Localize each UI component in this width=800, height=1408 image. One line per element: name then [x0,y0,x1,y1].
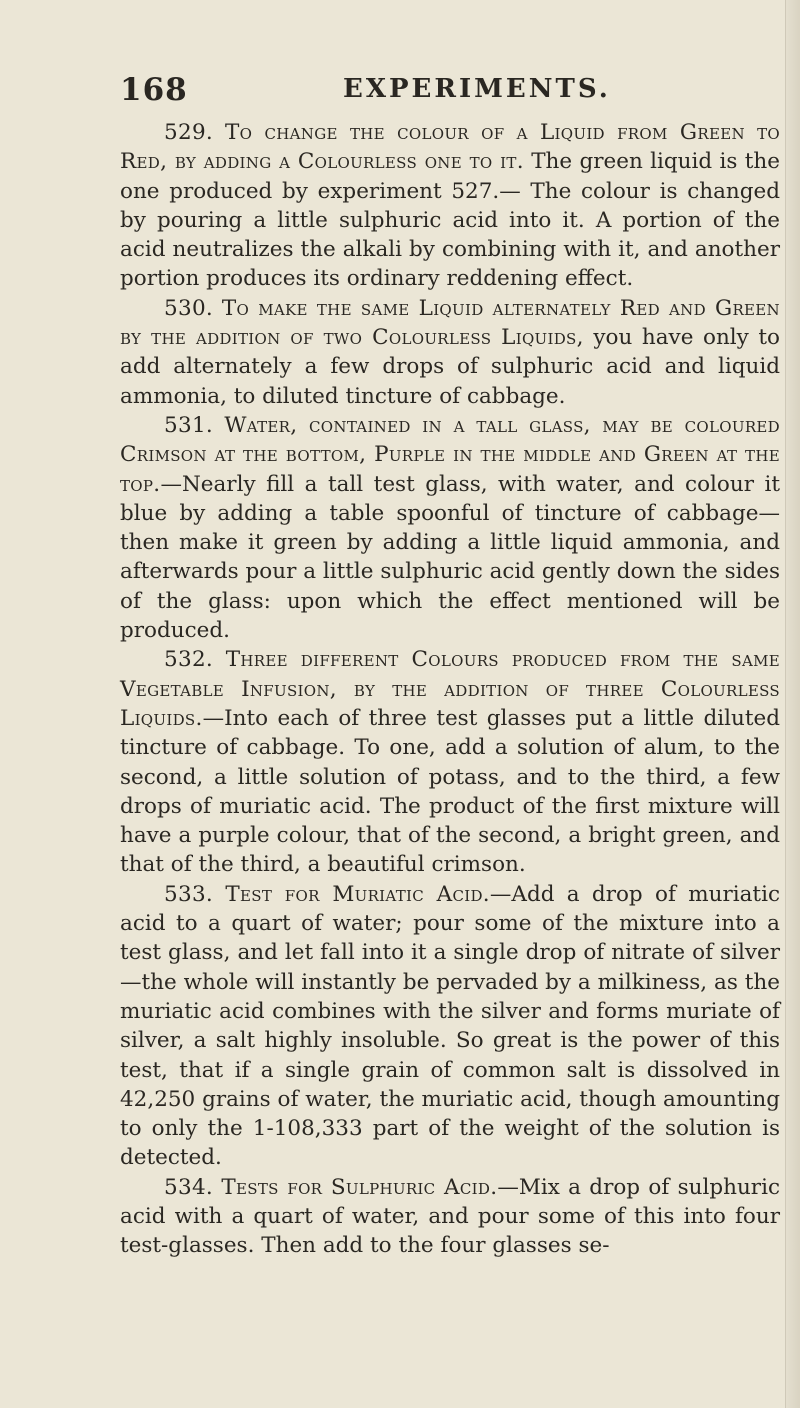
paragraph-533 [120,880,780,1173]
page-number: 168 [120,72,188,108]
paragraph-heading: Water, contained in a tall glass, may be coloured Crimson at the bottom, Purple in the middle and Green at the top. [120,412,780,497]
paragraph-number: 530. [164,295,214,321]
paragraph-530 [120,294,780,411]
paragraph-number: 533. [164,881,214,907]
paragraph-heading: To change the colour of a Liquid from Green to Red, by adding a Colourless one to it. [120,120,780,175]
paragraph-number: 532. [164,647,214,673]
page-edge [785,0,800,1408]
paragraph-text: you have only to add alternately a few drops of sulphuric acid and liquid ammonia, to diluted tincture of cabbage. [120,325,780,409]
paragraph-heading: Test for Muriatic Acid. [225,881,490,907]
paragraph-number: 531. [164,412,214,438]
paragraph-text: The green liquid is the one produced by experiment 527.— The colour is changed by pouring a little sulphuric acid into it. A portion of the acid neutralizes the alkali by combining with it, and another portion produces its ordinary reddening effect. [120,149,780,292]
paragraph-529 [120,118,780,294]
paragraph-532 [120,645,780,879]
paragraph-text: —Nearly fill a tall test glass, with water, and colour it blue by adding a table spoonful of tincture of cabbage—then make it green by adding a little liquid ammonia, and afterwards pour a little sulphuric acid gently down the sides of the glass: upon which the effect mentioned will be produced. [120,471,781,644]
paragraph-text: —Mix a drop of sulphuric acid with a quart of water, and pour some of this into four test-glasses. Then add to the four glasses se- [120,1174,781,1259]
page-header [120,72,680,112]
paragraph-number: 529. [164,120,214,145]
paragraph-number: 534. [164,1174,214,1200]
paragraph-heading: Three different Colours produced from the same Vegetable Infusion, by the addition of three Colourless Liquids. [120,647,780,731]
running-title: EXPERIMENTS. [343,74,611,104]
page-body [120,118,780,1261]
paragraph-heading: To make the same Liquid alternately Red and Green by the addition of two Colourless Liquids, [120,295,780,351]
paragraph-534 [120,1173,780,1261]
paragraph-heading: Tests for Sulphuric Acid. [221,1174,498,1200]
paragraph-text: —Add a drop of muriatic acid to a quart of water; pour some of the mixture into a test glass, and let fall into it a single drop of nitrate of silver—the whole will instantly be pervaded by a milkiness, as the muriatic acid combines with the silver and forms muriate of silver, a salt highly insoluble. So great is the power of this test, that if a single grain of common salt is dissolved in 42,250 grains of water, the muriatic acid, though amounting to only the 1-108,333 part of the weight of the solution is detected. [120,881,780,1171]
paragraph-text: —Into each of three test glasses put a little diluted tincture of cabbage. To one, add a solution of alum, to the second, a little solution of potass, and to the third, a few drops of muriatic acid. The product of the first mixture will have a purple colour, that of the second, a bright green, and that of the third, a beautiful crimson. [120,705,780,878]
paragraph-531 [120,411,780,645]
